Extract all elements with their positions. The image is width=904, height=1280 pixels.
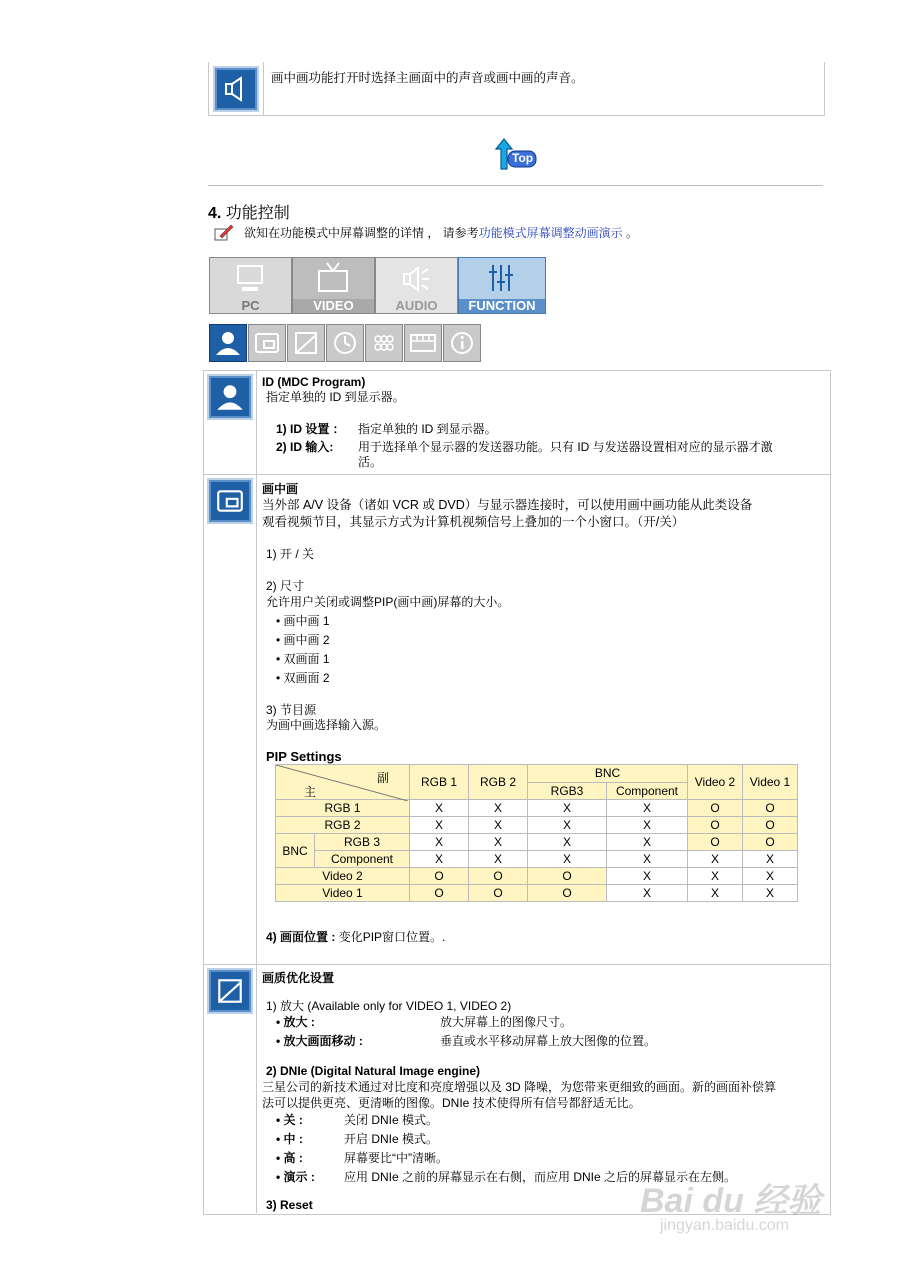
grid-icon (408, 329, 438, 357)
table-row: Video 2 O O O X X X (276, 868, 798, 885)
clock-icon (331, 329, 359, 357)
note-pencil-icon (214, 224, 234, 242)
subtab-info[interactable] (443, 324, 481, 362)
speaker-icon (398, 264, 434, 294)
mode-tabs (208, 257, 548, 315)
pip-icon (253, 329, 281, 357)
tab-function[interactable]: FUNCTION (458, 257, 546, 314)
top-info-row (208, 62, 825, 116)
pip-settings-title: PIP Settings (266, 749, 342, 764)
demo-link[interactable]: 功能模式屏幕调整动画演示 (478, 226, 623, 240)
tab-pc[interactable]: PC (209, 257, 292, 314)
tv-icon (315, 261, 351, 295)
section-heading (208, 200, 290, 223)
table-row: Video 1 O O O X X X (276, 885, 798, 902)
picture-icon (207, 968, 253, 1014)
dots-icon (370, 329, 398, 357)
subtab-dots[interactable] (365, 324, 403, 362)
section-number: 4. (208, 205, 222, 222)
top-button-label: Top (512, 151, 534, 165)
function-subtabs (209, 324, 479, 362)
subtab-picture[interactable] (287, 324, 325, 362)
table-row: RGB 1 X X X X O O (276, 800, 798, 817)
table-corner: 副 主 (276, 765, 410, 800)
top-button[interactable] (494, 137, 538, 173)
watermark-brand: Bai du 经验 (640, 1182, 822, 1220)
info-icon (448, 329, 476, 357)
subtab-grid[interactable] (404, 324, 442, 362)
section-note: 欲知在功能模式中屏幕调整的详情 ， 请参考功能模式屏幕调整动画演示 。 (244, 226, 639, 240)
tab-audio[interactable]: AUDIO (375, 257, 458, 314)
id-title: ID (MDC Program) (262, 375, 366, 389)
user-icon (207, 374, 253, 420)
monitor-icon (234, 263, 266, 295)
table-row: BNC RGB 3 X X X X O O (276, 834, 798, 851)
subtab-pip[interactable] (248, 324, 286, 362)
top-row-text: 画中画功能打开时选择主画面中的声音或画中画的声音。 (271, 71, 584, 85)
table-row: Component X X X X X X (276, 851, 798, 868)
speaker-icon (213, 66, 259, 112)
sliders-icon (485, 262, 521, 294)
watermark (640, 1165, 870, 1245)
tab-video[interactable]: VIDEO (292, 257, 375, 314)
divider (208, 185, 823, 186)
picture-icon (292, 329, 320, 357)
subtab-clock[interactable] (326, 324, 364, 362)
watermark-url: jingyan.baidu.com (660, 1217, 789, 1234)
id-row: ID (MDC Program) 指定单独的 ID 到显示器。 1) ID 设置 ： 指定单独的 ID 到显示器。 2) ID 输入: 用于选择单个显示器的发送器功能。只有 ID 与发送器设置相对应的显示器才激 活。 (204, 371, 830, 475)
id-desc: 指定单独的 ID 到显示器。 (266, 390, 405, 404)
table-row: RGB 2 X X X X O O (276, 817, 798, 834)
subtab-user[interactable] (209, 324, 247, 362)
user-icon (213, 328, 243, 358)
section-title: 功能控制 (225, 205, 290, 222)
quality-row: 画质优化设置 1) 放大 (Available only for VIDEO 1, VIDEO 2) • 放大 : 放大屏幕上的图像尺寸。 • 放大画面移动 : 垂直或水平移动屏幕上放大图像的位置。 2) DNIe (Digital Natural Image engine) 三星公司的新技术通过对比度和亮度增强以及 3D 降噪，为您带来更细致的画面。新的画面补偿算 法可以提供更亮、更清晰的图像。DNIe 技术使得所有信号都舒适无比。 • 关 : 关闭 DNIe 模式。 • 中 : 开启 DNIe 模式。 • 高 : 屏幕要比“中”清晰。 • 演示 : 应用 DNIe 之前的屏幕显示在右侧，而应用 DNIe 之后的屏幕显示在左侧。 3) Reset (204, 965, 830, 1213)
pip-icon (207, 478, 253, 524)
pip-row: 画中画 当外部 A/V 设备（诸如 VCR 或 DVD）与显示器连接时，可以使用画中画功能从此类设备 观看视频节目，其显示方式为计算机视频信号上叠加的一个小窗口。（开/关） 1) 开 / 关 2) 尺寸 允许用户关闭或调整PIP(画中画)屏幕的大小。 • 画中画 1 • 画中画 2 • 双画面 1 • 双画面 2 3) 节目源 为画中画选择输入源。 PIP Settings 4) 画面位置 : 变化PIP窗口位置。. (204, 475, 830, 965)
pip-settings-table: 副 主 RGB 1 RGB 2 BNC Video 2 Video 1 RGB3 Component RGB 1 X X X X O O RGB 2 X X X X O O BNC RGB 3 X X X X O O Component X X X X X X Video 2 O O O X X X Video 1 O O O X X X (275, 764, 798, 902)
